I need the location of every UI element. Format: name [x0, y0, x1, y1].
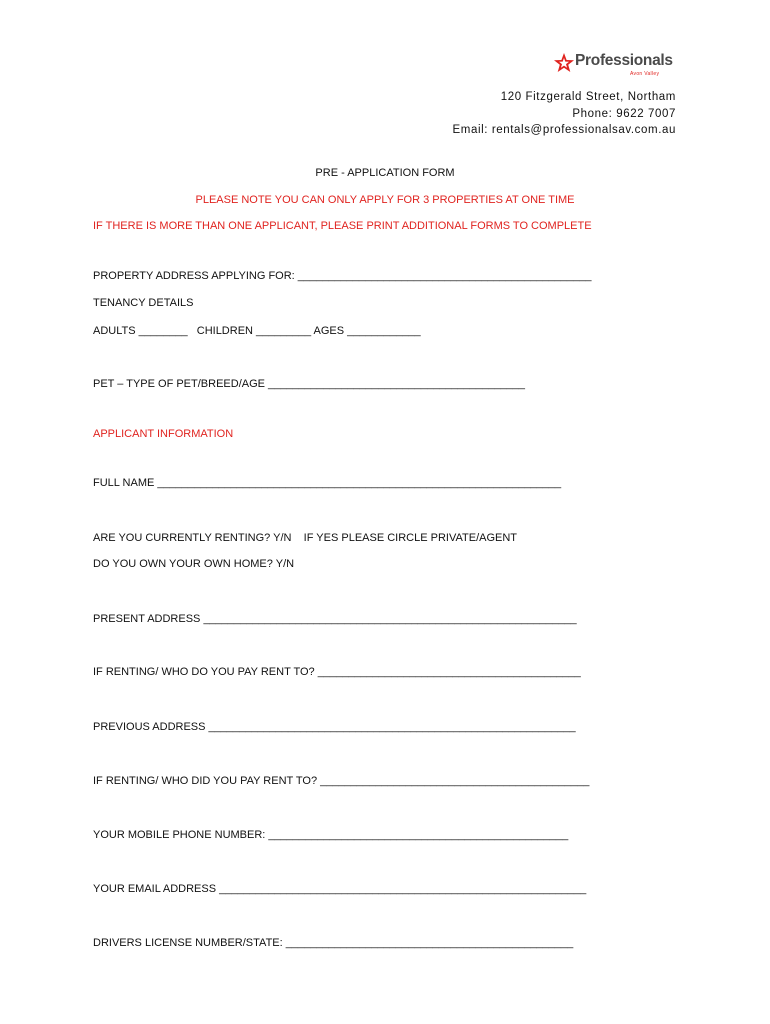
tenancy-details-heading: TENANCY DETAILS	[93, 297, 194, 309]
email-address-field[interactable]: YOUR EMAIL ADDRESS ____________________________________________________________	[93, 883, 587, 895]
applicant-information-heading: APPLICANT INFORMATION	[93, 428, 234, 440]
paid-rent-to-field[interactable]: IF RENTING/ WHO DID YOU PAY RENT TO? ____________________________________________	[93, 775, 590, 787]
own-home-question[interactable]: DO YOU OWN YOUR OWN HOME? Y/N	[93, 558, 295, 570]
notice-additional-applicants: IF THERE IS MORE THAN ONE APPLICANT, PLEASE PRINT ADDITIONAL FORMS TO COMPLETE	[93, 220, 592, 232]
occupants-field[interactable]: ADULTS ________ CHILDREN _________ AGES ____________	[93, 325, 421, 337]
form-title: PRE - APPLICATION FORM	[315, 167, 455, 179]
pay-rent-to-field[interactable]: IF RENTING/ WHO DO YOU PAY RENT TO? ___________________________________________	[93, 666, 581, 678]
previous-address-field[interactable]: PREVIOUS ADDRESS ____________________________________________________________	[93, 721, 576, 733]
property-address-field[interactable]: PROPERTY ADDRESS APPLYING FOR: ________________________________________________	[93, 270, 592, 282]
notice-max-properties: PLEASE NOTE YOU CAN ONLY APPLY FOR 3 PROPERTIES AT ONE TIME	[195, 194, 575, 206]
mobile-phone-field[interactable]: YOUR MOBILE PHONE NUMBER: _________________________________________________	[93, 829, 569, 841]
professionals-logo	[553, 50, 673, 84]
office-phone: Phone: 9622 7007	[572, 108, 676, 120]
office-email: Email: rentals@professionalsav.com.au	[452, 124, 676, 136]
office-street: 120 Fitzgerald Street, Northam	[500, 91, 676, 103]
currently-renting-question[interactable]: ARE YOU CURRENTLY RENTING? Y/N IF YES PLEASE CIRCLE PRIVATE/AGENT	[93, 532, 518, 544]
full-name-field[interactable]: FULL NAME __________________________________________________________________	[93, 477, 562, 489]
present-address-field[interactable]: PRESENT ADDRESS _____________________________________________________________	[93, 613, 577, 625]
star-icon	[553, 52, 575, 74]
pet-field[interactable]: PET – TYPE OF PET/BREED/AGE __________________________________________	[93, 378, 525, 390]
drivers-license-field[interactable]: DRIVERS LICENSE NUMBER/STATE: _______________________________________________	[93, 937, 574, 949]
logo-brand-text: Professionals	[575, 52, 673, 69]
logo-sub-text: Avon Valley	[630, 71, 660, 77]
